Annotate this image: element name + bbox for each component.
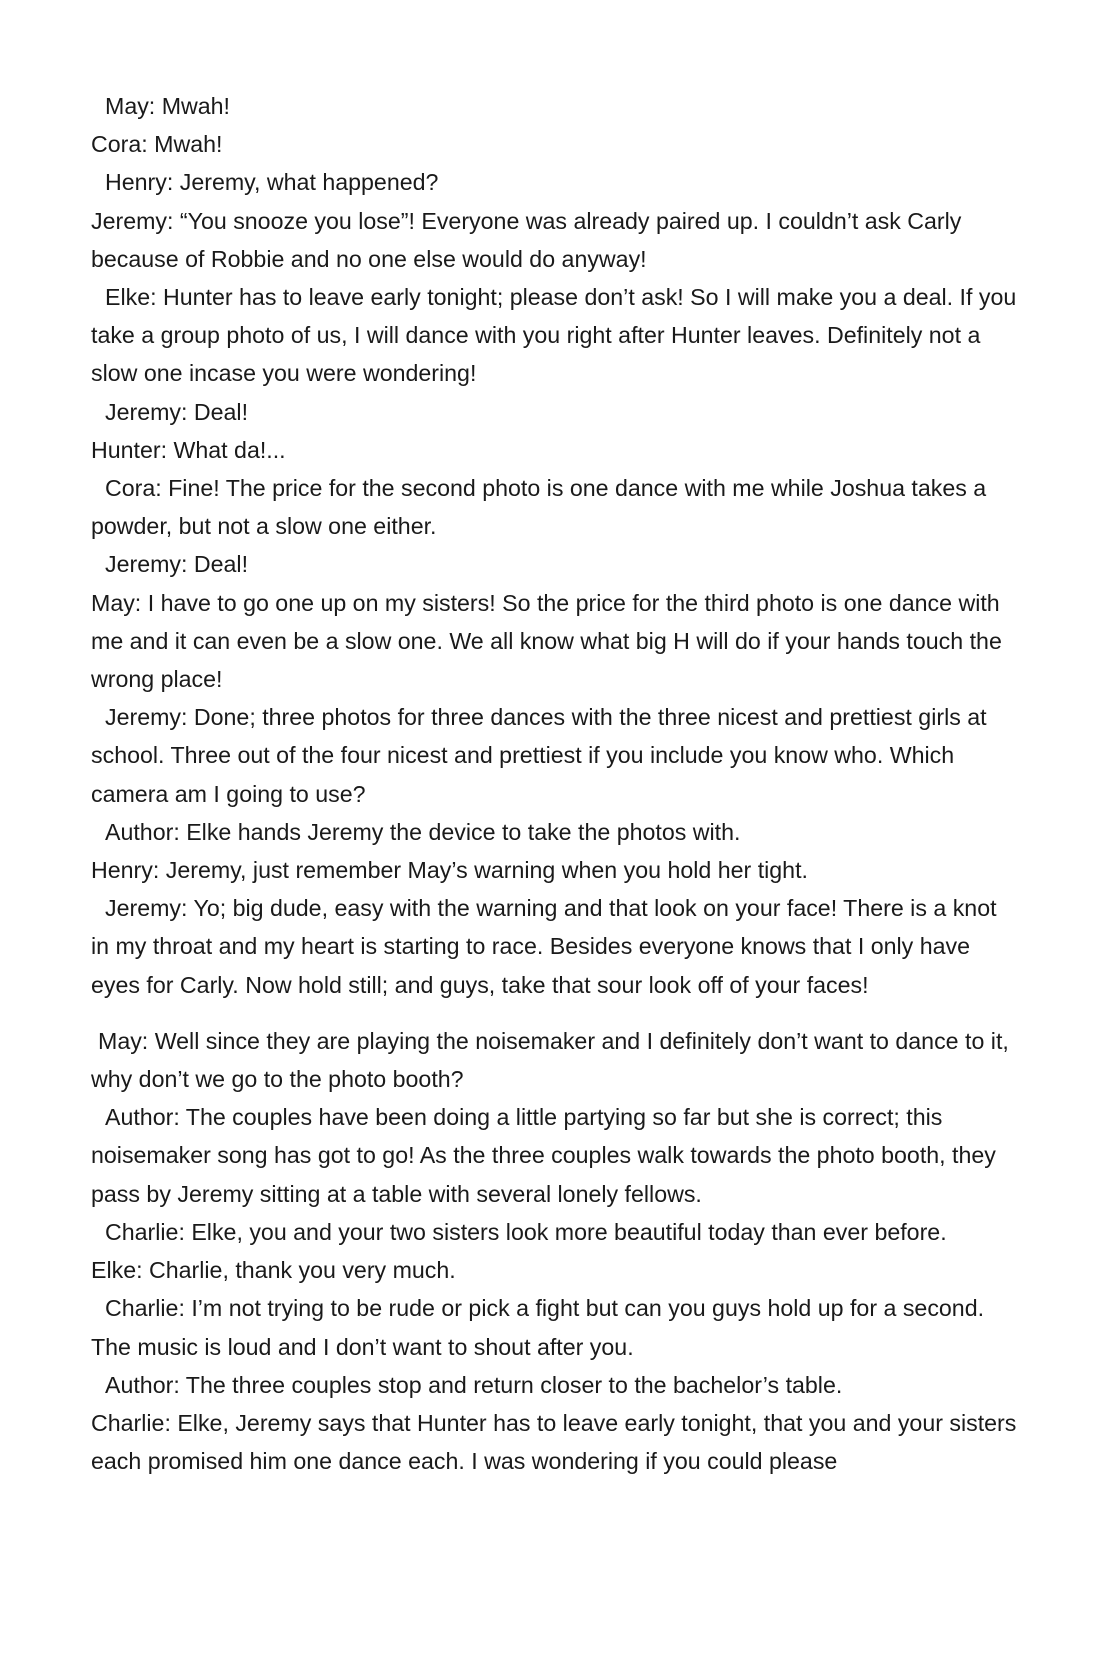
paragraph-charlie-beautiful: Charlie: Elke, you and your two sisters look more beautiful today than ever before.: [105, 1218, 947, 1245]
paragraph-may-price: May: I have to go one up on my sisters! So the price for the third photo is one dance with me and it can even be a slow one. We all know what big H will do if your hands touch the wrong place!: [91, 589, 1002, 693]
paragraph-jeremy-yo: Jeremy: Yo; big dude, easy with the warning and that look on your face! There is a knot in my throat and my heart is starting to race. Besides everyone knows that I only have eyes for Carly. Now hold still; and guys, take that sour look off of your faces!: [91, 895, 997, 998]
paragraph-henry-question: Henry: Jeremy, what happened?: [105, 169, 439, 196]
paragraph-elke-thanks: Elke: Charlie, thank you very much.: [91, 1257, 456, 1284]
paragraph-elke-deal: Elke: Hunter has to leave early tonight; please don’t ask! So I will make you a deal. If you take a group photo of us, I will dance with you right after Hunter leaves. Definitely not a slow one incase you were wondering!: [91, 284, 1017, 387]
dialogue-text-block: [91, 87, 1021, 1480]
paragraph-may-mwah: May: Mwah!: [105, 93, 230, 119]
paragraph-jeremy-deal-1: Jeremy: Deal!: [105, 398, 249, 425]
paragraph-may-photo-booth: May: Well since they are playing the noisemaker and I definitely don’t want to dance to it, why don’t we go to the photo booth?: [91, 1027, 1009, 1093]
paragraph-charlie-hold-up: Charlie: I’m not trying to be rude or pick a fight but can you guys hold up for a second. The music is loud and I don’t want to shout after you.: [91, 1295, 985, 1360]
paragraph-hunter-what: Hunter: What da!...: [91, 436, 286, 463]
paragraph-jeremy-snooze: Jeremy: “You snooze you lose”! Everyone was already paired up. I couldn’t ask Carly because of Robbie and no one else would do anyway!: [91, 207, 962, 272]
paragraph-cora-mwah: Cora: Mwah!: [91, 131, 223, 158]
paragraph-author-partying: Author: The couples have been doing a little partying so far but she is correct; this noisemaker song has got to go! As the three couples walk towards the photo booth, they pass by Jeremy sitting at a table with several lonely fellows.: [91, 1104, 996, 1207]
paragraph-charlie-dance-request: Charlie: Elke, Jeremy says that Hunter has to leave early tonight, that you and your sisters each promised him one dance each. I was wondering if you could please: [91, 1409, 1017, 1475]
paragraph-jeremy-deal-2: Jeremy: Deal!: [105, 551, 249, 578]
paragraph-author-device: Author: Elke hands Jeremy the device to take the photos with.: [105, 818, 741, 845]
paragraph-cora-price: Cora: Fine! The price for the second photo is one dance with me while Joshua takes a powder, but not a slow one either.: [91, 475, 987, 540]
paragraph-henry-warning: Henry: Jeremy, just remember May’s warning when you hold her tight.: [91, 857, 808, 884]
paragraph-author-return: Author: The three couples stop and return closer to the bachelor’s table.: [105, 1371, 843, 1398]
paragraph-jeremy-done: Jeremy: Done; three photos for three dances with the three nicest and prettiest girls at school. Three out of the four nicest and prettiest if you include you know who. Which camera am I going to use?: [91, 704, 987, 807]
